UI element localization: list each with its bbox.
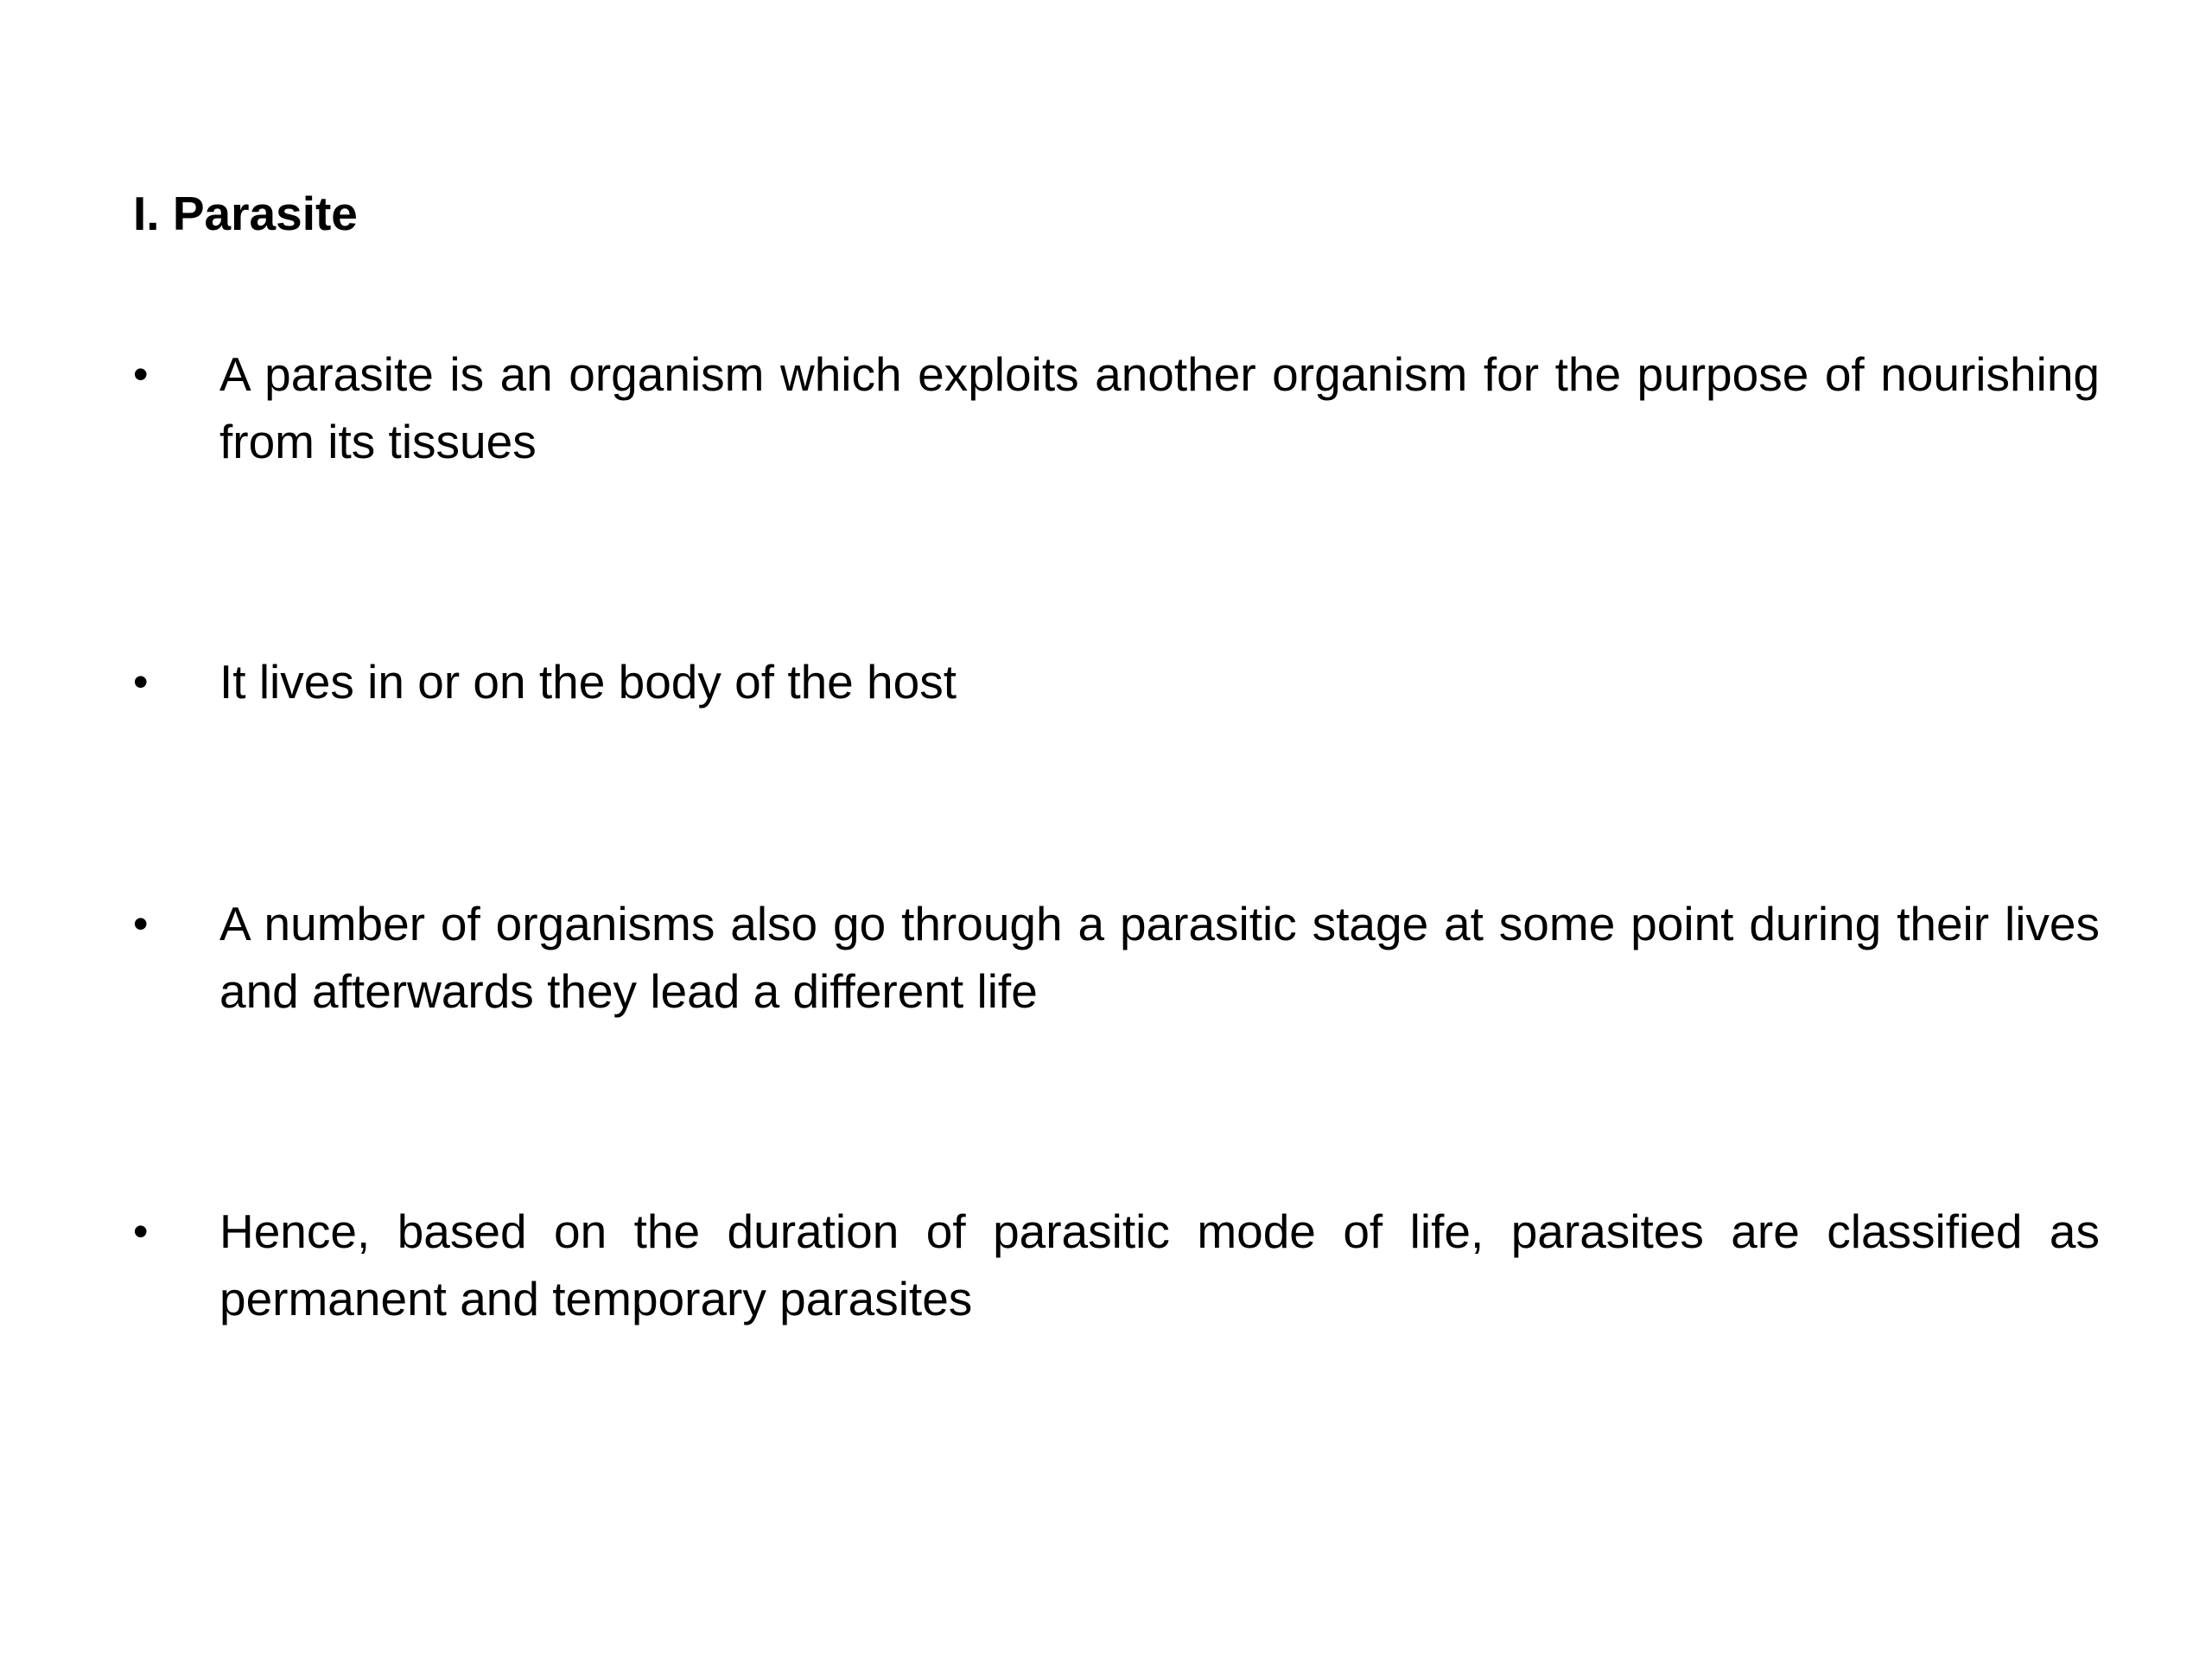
bullet-text: It lives in or on the body of the host: [219, 655, 957, 709]
bullet-text: Hence, based on the duration of parasitic mode of life, parasites are classified as permanent and temporary parasites: [219, 1205, 2100, 1325]
bullet-icon: •: [133, 1207, 149, 1255]
bullet-icon: •: [133, 658, 149, 706]
bullet-icon: •: [133, 350, 149, 398]
bullet-text: A number of organisms also go through a parasitic stage at some point during their lives and afterwards they lead a different life: [219, 897, 2100, 1018]
bullet-text: A parasite is an organism which exploits another organism for the purpose of nourishing from its tissues: [219, 347, 2100, 468]
slide-title: I. Parasite: [133, 187, 358, 240]
bullet-icon: •: [133, 899, 149, 948]
